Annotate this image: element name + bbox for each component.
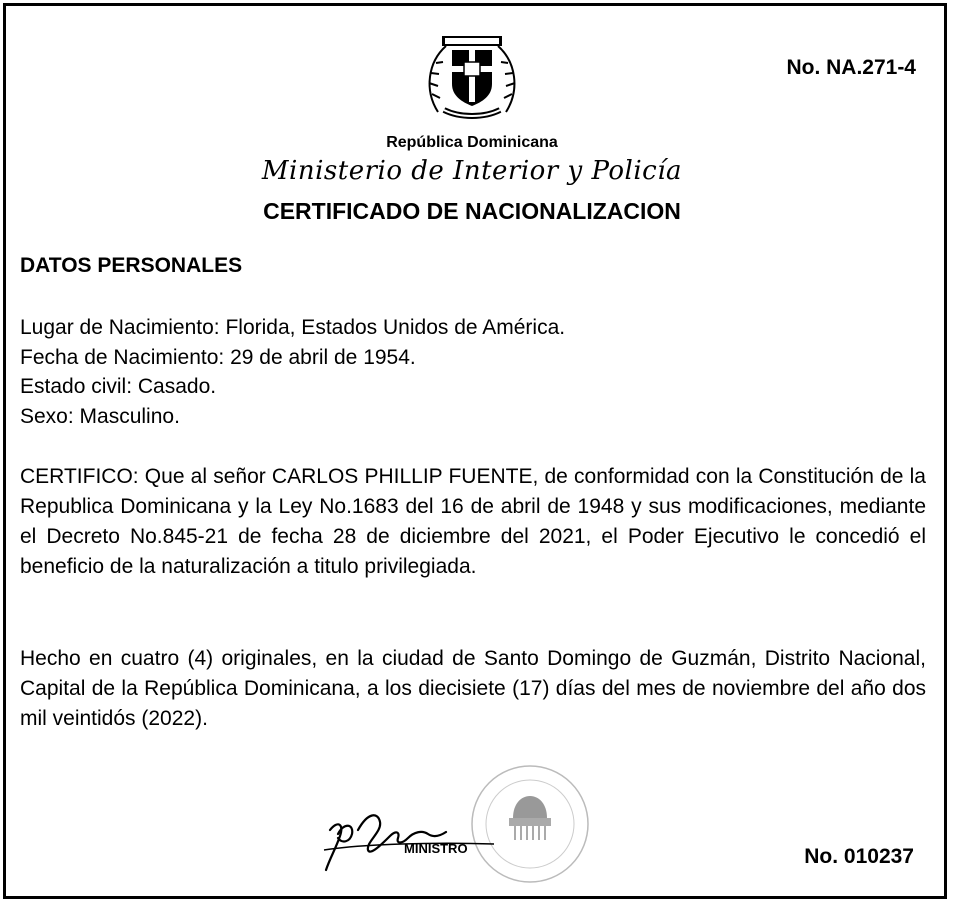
coat-of-arms-icon — [420, 28, 524, 128]
minister-label: MINISTRO — [404, 841, 468, 856]
signature-icon — [320, 800, 500, 880]
birthdate-line: Fecha de Nacimiento: 29 de abril de 1954. — [20, 345, 416, 369]
issuance-paragraph: Hecho en cuatro (4) originales, en la ciudad de Santo Domingo de Guzmán, Distrito Nacional, Capital de la República Dominicana, a los diecisiete (17) días del mes de noviembre del año dos mil veintidós (2022). — [20, 647, 926, 730]
sex-line: Sexo: Masculino. — [20, 404, 180, 428]
certificate-title: CERTIFICADO DE NACIONALIZACION — [263, 198, 681, 224]
ministry-name: Ministerio de Interior y Policía — [261, 156, 683, 186]
civil-status-line: Estado civil: Casado. — [20, 375, 217, 398]
document-number: No. NA.271-4 — [786, 56, 916, 79]
personal-data-list — [20, 313, 565, 431]
country-name: República Dominicana — [386, 134, 558, 151]
serial-number: No. 010237 — [804, 845, 914, 868]
section-title-personal-data: DATOS PERSONALES — [20, 254, 243, 277]
birthplace-line: Lugar de Nacimiento: Florida, Estados Unidos de América. — [20, 316, 566, 339]
certification-paragraph: CERTIFICO: Que al señor CARLOS PHILLIP FUENTE, de conformidad con la Constitución de la Republica Dominicana y la Ley No.1683 del 16 de abril de 1948 y sus modificaciones, mediante el Decreto No.845-21 de fecha 28 de diciembre del 2021, el Poder Ejecutivo le concedió el beneficio de la naturalización a titulo privilegiada. — [20, 465, 926, 578]
